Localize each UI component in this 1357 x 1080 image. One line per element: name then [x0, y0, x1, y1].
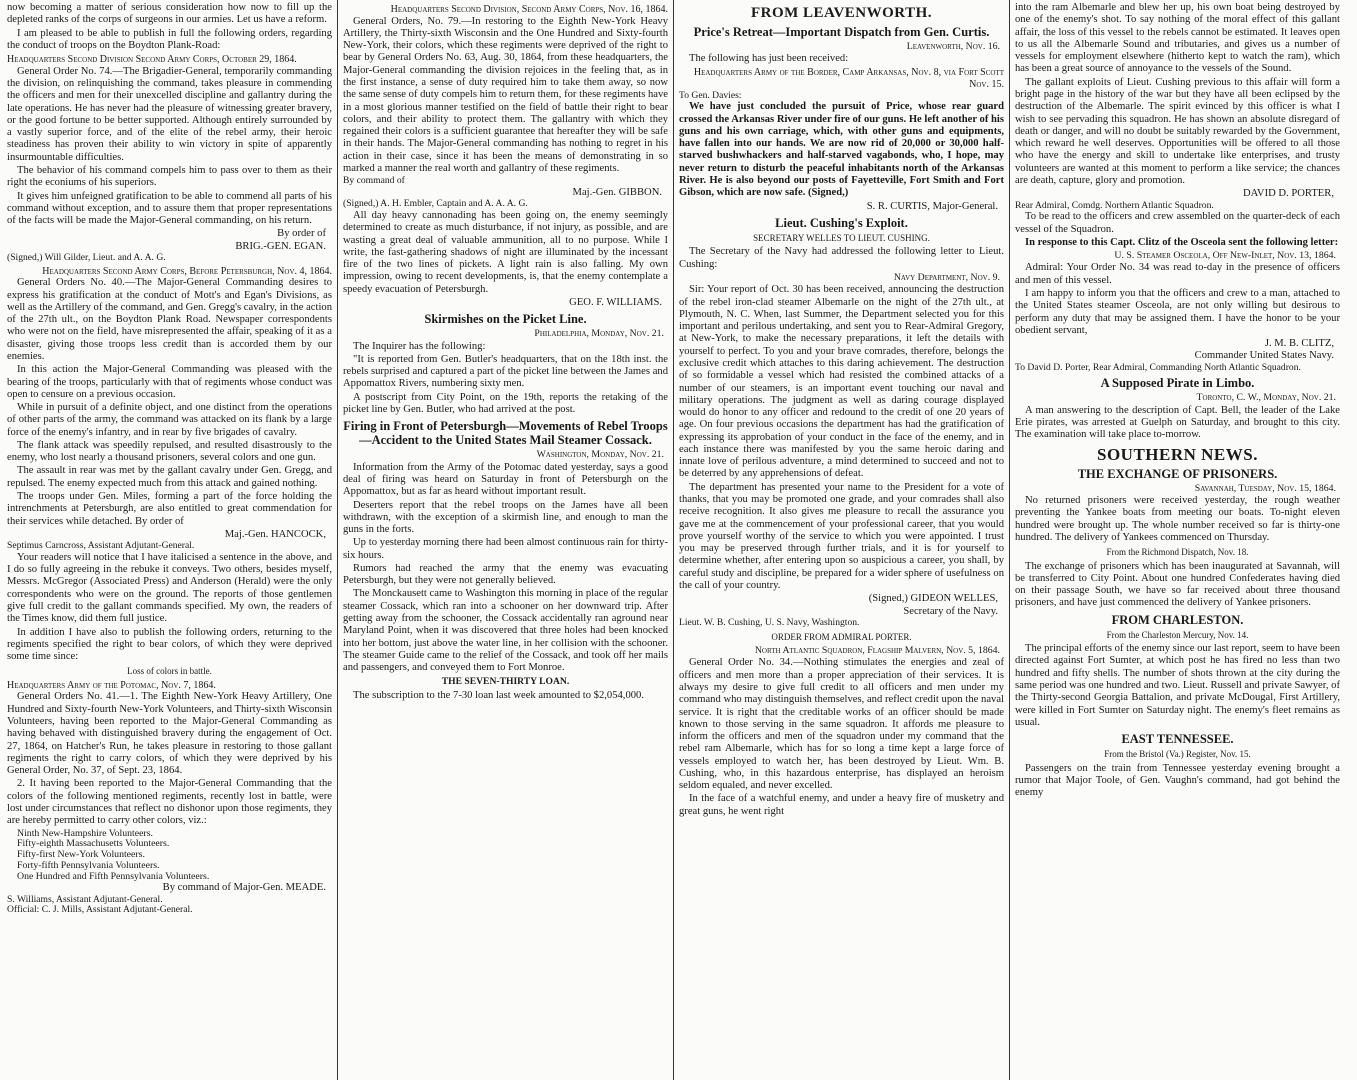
- paragraph-gratification: It gives him unfeigned gratification to be able to commend all parts of his command without exception, and to assure them that proper representations of the facts will be made the Major-General commanding, on his return.: [7, 190, 332, 227]
- paragraph-reported: "It is reported from Gen. Butler's headquarters, that on the 18th inst. the rebels surprised and captured a part of the picket line between the James and Appomattox Rivers, numbering sixty men.: [343, 353, 668, 390]
- dateline: Toronto, C. W., Monday, Nov. 21.: [1196, 392, 1336, 404]
- signature-cushing-address: Lieut. W. B. Cushing, U. S. Navy, Washington.: [679, 616, 860, 628]
- paragraph-loan: The subscription to the 7-30 loan last week amounted to $2,054,000.: [353, 690, 644, 702]
- signature-welles: (Signed,) GIDEON WELLES,: [868, 593, 998, 605]
- paragraph-efforts: The principal efforts of the enemy since our last report, seem to have been directed against Fort Sumter, at which post he has fired no less than two hundred and fifty shells. The number of shots thrown at the city during the same period was one hundred and two. Lieut. Russell and private Sawyer, of the Thirty-second Georgia Battalion, and private McDougal, First Artillery, were killed in Fort Sumter on Saturday night. The enemy's fleet remains as usual.: [1015, 643, 1340, 728]
- by-command-meade: By command of Major-Gen. MEADE.: [162, 882, 326, 894]
- headquarters-line: Headquarters Army of the Potomac, Nov. 7, 1864.: [7, 679, 216, 691]
- headquarters-line: Headquarters Second Division Second Army Corps, October 29, 1864.: [7, 54, 297, 66]
- paragraph-postscript: A postscript from City Point, on the 19th, reports the retaking of the picket line by Gen. Butler, who had arrived at the post.: [343, 391, 668, 416]
- paragraph-admiral: Admiral: Your Order No. 34 was read to-day in the presence of officers and men of this vessel.: [1015, 262, 1340, 286]
- paragraph-action: In this action the Major-General Commanding was pleased with the bearing of the troops, particularly with that of regiments whose conduct was open to censure on a previous occasion.: [7, 364, 332, 400]
- headline-charleston: FROM CHARLESTON.: [1111, 612, 1244, 627]
- paragraph-read-on: To be read to the officers and crew assembled on the quarter-deck of each vessel of the Squadron.: [1015, 211, 1340, 235]
- headline-exchange: THE EXCHANGE OF PRISONERS.: [1077, 466, 1278, 481]
- dateline: U. S. Steamer Osceola, Off New-Inlet, Nov. 13, 1864.: [1114, 250, 1336, 262]
- signature-williams: GEO. F. WILLIAMS.: [569, 296, 662, 308]
- column-4: [1010, 0, 1345, 1080]
- signature-gibbon: Maj.-Gen. GIBBON.: [572, 186, 662, 198]
- paragraph-passengers: Passengers on the train from Tennessee yesterday evening brought a rumor that Major Toole, of Gen. Vaughn's command, had got behind the enemy: [1015, 762, 1340, 799]
- paragraph-information: Information from the Army of the Potomac dated yesterday, says a good deal of firing was heard on Saturday in front of Petersburgh on the Appomattox, but as far as heard without important result.: [343, 461, 668, 498]
- signature-porter-title: Rear Admiral, Comdg. Northern Atlantic Squadron.: [1015, 199, 1214, 211]
- paragraph-concluded: We have just concluded the pursuit of Price, whose rear guard crossed the Arkansas River under fire of our guns. He left another of his guns and his own carriage, which, with other guns and equipments, have fallen into our hands. We are now rid of 20,000 or 30,000 half-starved bushwhackers and half-starved vagabonds, who, I hope, may never return to disturb the peaceful inhabitants north of the Arkansas River. He is also beyond our posts of Fayetteville, Fort Smith and Fort Gibson, which are now safe. (Signed,): [679, 101, 1004, 199]
- paragraph-general-order-74: General Order No. 74.—The Brigadier-General, temporarily commanding the division, on relinquishing the command, takes pleasure in commending the officers and men for their unexcelled discipline and gallantry during the late operations. He has never had the pleasure of witnessing greater bravery, or the good fortune to be better supported. Although entirely surrounded by a vastly superior force, and of the elite of the rebel army, their heroic steadiness has proven their ability to win victory in spite of apparently insurmountable difficulties.: [7, 65, 332, 163]
- paragraph-no-returned: No returned prisoners were received yesterday, the rough weather preventing the Yankee boats from meeting our boats. To-night eleven hundred were brought up. The whole number received so far is thirty-one hundred. The delivery of Yankees commenced on Thursday.: [1015, 495, 1340, 543]
- dateline: Savannah, Tuesday, Nov. 15, 1864.: [1194, 482, 1336, 494]
- dateline: North Atlantic Squadron, Flagship Malvern, Nov. 5, 1864.: [754, 645, 1000, 657]
- headline-leavenworth: FROM LEAVENWORTH.: [750, 5, 933, 21]
- paragraph-face: In the face of a watchful enemy, and under a heavy fire of musketry and great guns, he went right: [679, 793, 1004, 817]
- paragraph-rumors: Rumors had reached the army that the enemy was evacuating Petersburgh, but they were not generally believed.: [343, 562, 668, 587]
- paragraph-monckausett: The Monckausett came to Washington this morning in place of the regular steamer Cossack, which ran into a schooner on her downward trip. After getting away from the schooner, the Cossack accidentally ran aground near Maryland Point, when it was discovered that three holes had been knocked into her bottom, just above the water line, in her collision with the schooner. The steamer Guide came to the relief of the Cossack, and took off her mails and passengers, and conveyed them to Fort Monroe.: [343, 588, 668, 674]
- subhead-welles: SECRETARY WELLES TO LIEUT. CUSHING.: [753, 232, 930, 243]
- paragraph-inquirer: The Inquirer has the following:: [353, 340, 486, 352]
- paragraph-general-order-34: General Order No. 34.—Nothing stimulates the energies and zeal of officers and men more than a proper appreciation of their services. It is always my desire to give full credit to all officers and men under my command who may distinguish themselves, and reflect credit upon the naval service. It is right that the creditable works of an officer should be made known to those serving in the same squadron. It affords me pleasure to inform the officers and men of the squadron under my command that the rebel ram Albemarle, which has for so long a time kept a large force of vessels employed to watch her, has been destroyed by Lieut. Wm. B. Cushing, who, in this hazardous enterprise, has displayed an heroism seldom equaled, and never excelled.: [679, 657, 1004, 792]
- signature-welles-title: Secretary of the Navy.: [903, 605, 998, 617]
- subhead-loss-of-colors: Loss of colors in battle.: [127, 666, 212, 677]
- column-2: [338, 0, 673, 1080]
- paragraph-happy: I am happy to inform you that the officers and crew to a man, attached to the United States steamer Osceola, are not only willing but desirous to perform any duty that may be assigned them. I have the honor to be your obedient servant,: [1015, 288, 1340, 336]
- headquarters-line: Headquarters Army of the Border, Camp Arkansas, Nov. 8, via Fort Scott Nov. 15.: [693, 67, 1004, 91]
- paragraph-general-orders-79: General Orders, No. 79.—In restoring to the Eighth New-York Heavy Artillery, the Thirty-sixth Wisconsin and the One Hundred and Sixty-fourth New-York, their colors, which these regiments were deprived of the right to bear by General Orders No. 63, Aug. 30, 1864, from these headquarters, the Major-General commanding the division rejoices in the feeling that, as in the first instance, a sense of duty required him to take them away, so now the same sense of duty compels him to return them, for these regiments have in a most glorious manner testified on the field of battle their right to bear colors, and their ability to protect them. The gallantry with which they regained their colors is a sufficient guarantee that hereafter they will be safe in their hands. The Major-General commanding has nothing to regret in his action in their case, since it has been the means of demonstrating in so marked a manner the real worth and gallantry of these regiments.: [343, 15, 668, 174]
- paragraph-general-orders-40: General Orders No. 40.—The Major-General Commanding desires to express his gratification at the conduct of Mott's and Egan's Divisions, as well as the Artillery of the command, and Gen. Gregg's cavalry, in the action of the 27th ult., on the Boydton Plank Road. Newspaper correspondents who were not on the field, have misrepresented the affair, speaking of it as a disaster, giving those troops less credit than is accorded them by our enemies.: [7, 277, 332, 362]
- headline-cushing: Lieut. Cushing's Exploit.: [775, 215, 908, 230]
- paragraph-secretary: The Secretary of the Navy had addressed the following letter to Lieut. Cushing:: [679, 246, 1004, 270]
- list-item: Fifty-eighth Massachusetts Volunteers.: [17, 838, 170, 850]
- paragraph-item-2: 2. It having been reported to the Major-General Commanding that the colors of the following mentioned regiments, recently lost in battle, were lost under circumstances that reflect no dishonor upon those regiments, they are hereby permitted to carry other colors, viz.:: [7, 778, 332, 827]
- paragraph-intro: now becoming a matter of serious consideration how now to fill up the depleted ranks of the corps of surgeons in our armies. Let us have a reform.: [7, 2, 332, 26]
- paragraph-pirate: A man answering to the description of Capt. Bell, the leader of the Lake Erie pirates, was arrested at Guelph on Saturday, and brought to this city. The examination will take place to-morrow.: [1015, 404, 1340, 441]
- by-order-line: By order of: [277, 228, 326, 240]
- headquarters-line: Headquarters Second Division, Second Army Corps, Nov. 16, 1864.: [390, 4, 668, 15]
- list-item: Ninth New-Hampshire Volunteers.: [17, 827, 153, 839]
- source-richmond: From the Richmond Dispatch, Nov. 18.: [1106, 547, 1249, 558]
- source-bristol: From the Bristol (Va.) Register, Nov. 15.: [1104, 749, 1251, 760]
- signature-hancock: Maj.-Gen. HANCOCK,: [224, 528, 326, 540]
- paragraph-behavior: The behavior of his command compels him to pass over to them as their right the econiums of his superiors.: [7, 164, 332, 189]
- signature-porter: DAVID D. PORTER,: [1243, 188, 1334, 200]
- headline-price: Price's Retreat—Important Dispatch from Gen. Curtis.: [693, 24, 990, 39]
- paragraph-sir: Sir: Your report of Oct. 30 has been received, announcing the destruction of the rebel iron-clad steamer Albemarle on the night of the 27th ult., at Plymouth, N. C. When, last Summer, the Department selected you for this important and perilous undertaking, and sent you to Rear-Admiral Gregory, at New-York, to make the necessary preparations, it left the details with yourself to perfect. To you and your brave comrades, therefore, belongs the exclusive credit which attaches to this daring achievement. The destruction of so formidable a vessel which had resisted the combined attacks of a number of our steamers, is an important event touching our naval and military operations. The judgment as well as daring courage displayed would do honor to any officer and redound to the credit of one 20 years of age. On four previous occasions the department has had the gratification of expressing its approbation of your conduct in the face of the enemy, and in each instance there was manifested by you the same heroic daring and innate love of perilous adventure, a mind determined to succeed and not to be deterred by any apprehensions of defeat.: [679, 284, 1004, 480]
- list-item: Fifty-first New-York Volunteers.: [17, 849, 145, 861]
- headline-loan: THE SEVEN-THIRTY LOAN.: [441, 676, 570, 688]
- paragraph-readers: Your readers will notice that I have italicised a sentence in the above, and I do so fully agreeing in the rebuke it conveys. Two others, besides myself, Messrs. McGregor (Associated Press) and Anderson (Herald) were the only correspondents who were on the ground. The reports of those gentlemen give full credit to the gallant commands specified. My own, the readers of the Times know, did them full justice.: [7, 551, 332, 625]
- column-1: [2, 0, 337, 1080]
- paragraph-rain: Up to yesterday morning there had been almost continuous rain for thirty-six hours.: [343, 537, 668, 561]
- paragraph-exploits: The gallant exploits of Lieut. Cushing previous to this affair will form a bright page in the history of the war but they have all been eclipsed by the destruction of the Albemarle. The spirit evinced by this officer is what I wish to see pervading this squadron. He has shown an absolute disregard of death or danger, and will no doubt be suitably rewarded by the Government, which reward he well deserves. Opportunities will be offered to all those who have the energy and skill to undertake like enterprises, and trusty volunteers are wanted at this moment to perform a like service; the chances are death, capture, glory and promotion.: [1015, 76, 1340, 186]
- regiment-list: [7, 829, 332, 883]
- subhead-porter: ORDER FROM ADMIRAL PORTER.: [771, 631, 912, 642]
- headquarters-line: Headquarters Second Army Corps, Before Petersburgh, Nov. 4, 1864.: [42, 265, 332, 277]
- signature-curtis: S. R. CURTIS, Major-General.: [866, 200, 998, 212]
- dateline: Washington, Monday, Nov. 21.: [536, 449, 664, 461]
- paragraph-publish: I am pleased to be able to publish in full the following orders, regarding the conduct of troops on the Boydton Plank-Road:: [7, 27, 332, 51]
- column-3: [674, 0, 1009, 1080]
- headline-skirmishes: Skirmishes on the Picket Line.: [424, 312, 587, 327]
- paragraph-department: The department has presented your name to the President for a vote of thanks, that you may be promoted one grade, and your comrades shall also receive recognition. It also gives me pleasure to recall the assurance you gave me at the commencement of your professional career, that you would prove yourself worthy of the service to which you were appointed. I trust you may be preserved through further trials, and it is for yourself to determine whether, after entering upon so auspicious a career, you shall, by careful study and discipline, be prepared for a wider sphere of usefulness on the call of your country.: [679, 481, 1004, 591]
- list-item: Forty-fifth Pennsylvania Volunteers.: [17, 859, 160, 871]
- dateline: Philadelphia, Monday, Nov. 21.: [534, 328, 664, 340]
- dateline: Navy Department, Nov. 9.: [893, 271, 1000, 283]
- source-mercury: From the Charleston Mercury, Nov. 14.: [1106, 629, 1249, 640]
- paragraph-flank: The flank attack was speedily repulsed, and resulted disastrously to the enemy, who lost nearly a thousand prisoners, several colors and one gun.: [7, 439, 332, 464]
- headline-southern-news: SOUTHERN NEWS.: [1097, 444, 1258, 464]
- signature-mills: Official: C. J. Mills, Assistant Adjutant-General.: [7, 904, 193, 916]
- by-command-line: By command of: [343, 175, 405, 187]
- headline-east-tennessee: EAST TENNESSEE.: [1121, 732, 1234, 747]
- signature-williams: S. Williams, Assistant Adjutant-General.: [7, 893, 163, 905]
- signature-gilder: (Signed,) Will Gilder, Lieut. and A. A. G.: [7, 251, 166, 263]
- paragraph-pursuit: While in pursuit of a definite object, and one distinct from the operations of other parts of the army, the command was attacked on its flank by a large force of the enemy's infantry, and in rear by five brigades of cavalry.: [7, 402, 332, 438]
- signature-egan: BRIG.-GEN. EGAN.: [235, 240, 326, 252]
- dateline: Leavenworth, Nov. 16.: [906, 40, 1000, 52]
- signature-clitz-title: Commander United States Navy.: [1194, 350, 1334, 362]
- paragraph-general-orders-41: General Orders No. 41.—1. The Eighth New-York Heavy Artillery, One Hundred and Sixty-fourth New-York Volunteers, and Thirty-sixth Wisconsin Volunteers, having been reported to the Major-General Commanding as having behaved with distinguished bravery during the engagement of Oct. 27, 1864, on Hatcher's Run, he takes pleasure in restoring to those gallant regiments the right to carry colors, of which they were deprived by his General Order, No. 37, of Sept. 23, 1864.: [7, 691, 332, 777]
- paragraph-miles: The troops under Gen. Miles, forming a part of the force holding the intrenchments at Petersburgh, are also entitled to great commendation for their services while detached. By order of: [7, 491, 332, 527]
- paragraph-deserters: Deserters report that the rebel troops on the James have all been withdrawn, with the exception of a skirmish line, and enough to man the guns in the forts.: [343, 499, 668, 536]
- signature-carncross: Septimus Carncross, Assistant Adjutant-General.: [7, 540, 195, 552]
- headline-firing: Firing in Front of Petersburgh—Movements of Rebel Troops—Accident to the United States Mail Steamer Cossack.: [343, 419, 668, 448]
- paragraph-assault: The assault in rear was met by the gallant cavalry under Gen. Gregg, and repulsed. The enemy expected much from this attack and gained nothing.: [7, 465, 332, 489]
- paragraph-response: In response to this Capt. Clitz of the Osceola sent the following letter:: [1025, 236, 1339, 248]
- signature-to-porter: To David D. Porter, Rear Admiral, Commanding North Atlantic Squadron.: [1015, 361, 1301, 373]
- paragraph-exchange: The exchange of prisoners which has been inaugurated at Savannah, will be transferred to City Point. About one hundred Confederates having died on their passage South, we have so far received about three thousand prisoners, and have just commenced the delivery of Yankee prisoners.: [1015, 560, 1340, 609]
- signature-clitz: J. M. B. CLITZ,: [1264, 338, 1334, 350]
- paragraph-all-day: All day heavy cannonading has been going on, the enemy seemingly determined to create as much disturbance, if not injury, as possible, and are wasting a great deal of valuable ammunition, all to no purpose. While I write, the fast-gathering shadows of night are illuminated by the incessant fire of the two lines of pickets. A light rain is also falling. My own impression, owing to recent developments, is, that the enemy contemplate a speedy evacuation of Petersburgh.: [343, 210, 668, 295]
- paragraph-following: The following has just been received:: [689, 53, 849, 65]
- paragraph-ram: into the ram Albemarle and blew her up, his own boat being destroyed by one of the enemy's shot. To say nothing of the moral effect of this gallant affair, the loss of this vessel to the rebels cannot be estimated. It leaves open to us all the Albemarle Sound and tributaries, and gives us a number of vessels for employment elsewhere (hitherto kept to watch the ram), which has been a great source of annoyance to the vessels of the Sound.: [1015, 2, 1340, 75]
- headline-pirate: A Supposed Pirate in Limbo.: [1100, 376, 1255, 391]
- signature-embler: (Signed,) A. H. Embler, Captain and A. A. A. G.: [343, 198, 528, 210]
- list-item: One Hundred and Fifth Pennsylvania Volunteers.: [17, 870, 210, 882]
- salutation: To Gen. Davies:: [679, 89, 742, 101]
- paragraph-addition: In addition I have also to publish the following orders, returning to the regiments specified the right to bear colors, of which they were deprived some time since:: [7, 626, 332, 663]
